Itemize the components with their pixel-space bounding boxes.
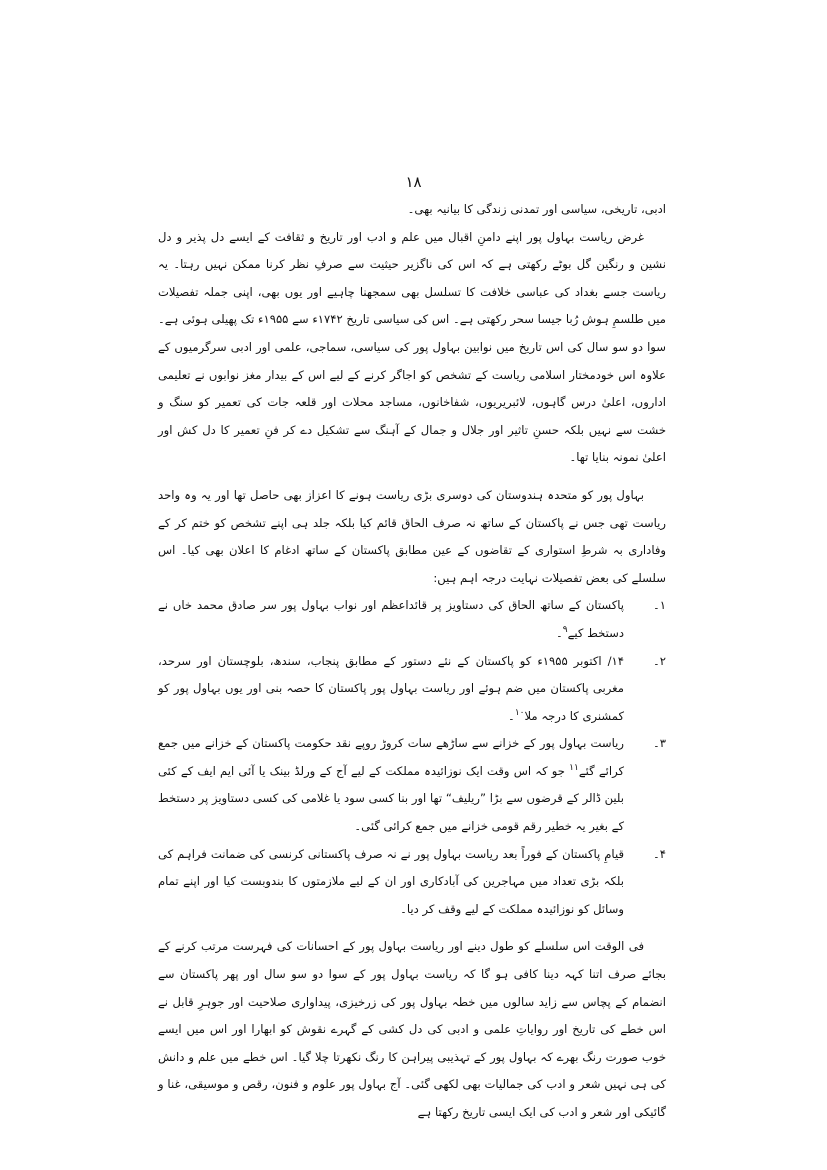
- list-text-end: ۔: [555, 625, 563, 640]
- paragraph-closing: فی الوقت اس سلسلے کو طول دینے اور ریاست بہاول پور کے احسانات کی فہرست مرتب کرنے کے بجائے صرف اتنا کہہ دینا کافی ہو گا کہ ریاست بہاول پور کے سوا دو سو سال اور پھر پاکستان سے انضمام کے پچاس سے زاید سالوں میں خطہ بہاول پور کی زرخیزی، پیداواری صلاحیت اور جوہرِ قابل نے اس خطے کی تاریخ اور روایاتِ علمی و ادبی کی دل کشی کے گہرے نقوش کو ابھارا اور اس میں ایسے خوب صورت رنگ بھرے کہ بہاول پور کے تہذیبی پیراہن کا رنگ نکھرتا چلا گیا۔ اس خطے میں علم و دانش کی ہی نہیں شعر و ادب کی جمالیات بھی لکھی گئی۔ آج بہاول پور علوم و فنون، رقص و موسیقی، غنا و گائیکی اور شعر و ادب کی ایک ایسی تاریخ رکھتا ہے: [158, 939, 666, 1119]
- list-text: ریاست بہاول پور کے خزانے سے ساڑھے سات کروڑ روپے نقد حکومت پاکستان کے خزانے میں جمع کرائے گئے: [158, 736, 624, 778]
- page-body: [158, 196, 666, 1127]
- list-item-4: [158, 841, 666, 924]
- list-number: ۲۔: [652, 653, 666, 668]
- spacer: [158, 472, 666, 482]
- list-text-end: جو کہ اس وقت ایک نوزائیدہ مملکت کے لیے آج کے ورلڈ بینک یا آئی ایم ایف کے کئی بلین ڈالر کے قرضوں سے بڑا ”ریلیف“ تھا اور بنا کسی سود یا غلامی کی کسی دستاویز پر دستخط کے بغیر یہ خطیر رقم قومی خزانے میں جمع کرائی گئی۔: [158, 763, 624, 834]
- footnote-ref: ۱۰: [514, 707, 525, 718]
- footnote-ref: ۹: [562, 625, 568, 636]
- paragraph-ilhaq: بہاول پور کو متحدہ ہندوستان کی دوسری بڑی ریاست ہونے کا اعزاز بھی حاصل تھا اور یہ وہ واحد ریاست تھی جس نے پاکستان کے ساتھ نہ صرف الحاق قائم کیا بلکہ جلد ہی اپنے تشخص کو ختم کر کے وفاداری بہ شرطِ استواری کے تقاضوں کے عین مطابق پاکستان کے ساتھ ادغام کا اعلان بھی کیا۔ اس سلسلے کی بعض تفصیلات نہایت درجہ اہم ہیں:: [158, 487, 666, 585]
- list-item-2: [158, 648, 666, 731]
- list-number: ۳۔: [652, 736, 666, 751]
- list-number: ۱۔: [652, 598, 666, 613]
- list-text: قیامِ پاکستان کے فوراً بعد ریاست بہاول پور نے نہ صرف پاکستانی کرنسی کی ضمانت فراہم کی بلکہ بڑی تعداد میں مہاجرین کی آبادکاری اور ان کے لیے ملازمتوں کا بندوبست کیا اور اپنے تمام وسائل کو نوزائیدہ مملکت کے لیے وقف کر دیا۔: [158, 846, 624, 916]
- list-text: ۱۴/ اکتوبر ۱۹۵۵ء کو پاکستان کے نئے دستور کے مطابق پنجاب، سندھ، بلوچستان اور سرحد، مغربی پاکستان میں ضم ہوئے اور ریاست بہاول پور پاکستان کا حصہ بنی اور یوں بہاول پور کو کمشنری کا درجہ ملا: [158, 653, 624, 723]
- page-number: ۱۸: [405, 173, 422, 191]
- list-text: پاکستان کے ساتھ الحاق کی دستاویز پر قائداعظم اور نواب بہاول پور سر صادق محمد خاں نے دستخط کیے: [158, 598, 624, 640]
- list-item-3: [158, 730, 666, 840]
- list-item-1: [158, 592, 666, 647]
- paragraph-intro: ادبی، تاریخی، سیاسی اور تمدنی زندگی کا بیانیہ بھی۔: [407, 202, 666, 216]
- spacer: [158, 923, 666, 933]
- footnote-ref: ۱۱: [569, 763, 579, 774]
- list-text-end: ۔: [508, 708, 515, 723]
- list-number: ۴۔: [652, 846, 666, 861]
- paragraph-riyasat: غرض ریاست بہاول پور اپنے دامنِ اقبال میں علم و ادب اور تاریخ و ثقافت کے ایسے دل پذیر و دل نشین و رنگین گل بوٹے رکھتی ہے کہ اس کی ناگزیر حیثیت سے صرفِ نظر کرنا ممکن نہیں رہتا۔ یہ ریاست جسے بغداد کی عباسی خلافت کا تسلسل بھی سمجھنا چاہیے اور یوں بھی، اپنی جملہ تفصیلات میں طلسمِ ہوش رُبا جیسا سحر رکھتی ہے۔ اس کی سیاسی تاریخ ۱۷۴۲ء سے ۱۹۵۵ء تک پھیلی ہوئی ہے۔ سوا دو سو سال کی اس تاریخ میں نوابین بہاول پور کی سیاسی، سماجی، علمی اور ادبی سرگرمیوں کے علاوہ اس خودمختار اسلامی ریاست کے تشخص کو اجاگر کرنے کے لیے اس کے بیدار مغز نوابوں نے تعلیمی اداروں، اعلیٰ درس گاہوں، لائبریریوں، شفاخانوں، مساجد محلات اور قلعہ جات کی تعمیر کو سنگ و خشت سے نہیں بلکہ حسنِ تاثیر اور جلال و جمال کے آہنگ سے تشکیل دے کر فنِ تعمیر کا دل کش اور اعلیٰ نمونہ بنایا تھا۔: [158, 229, 666, 465]
